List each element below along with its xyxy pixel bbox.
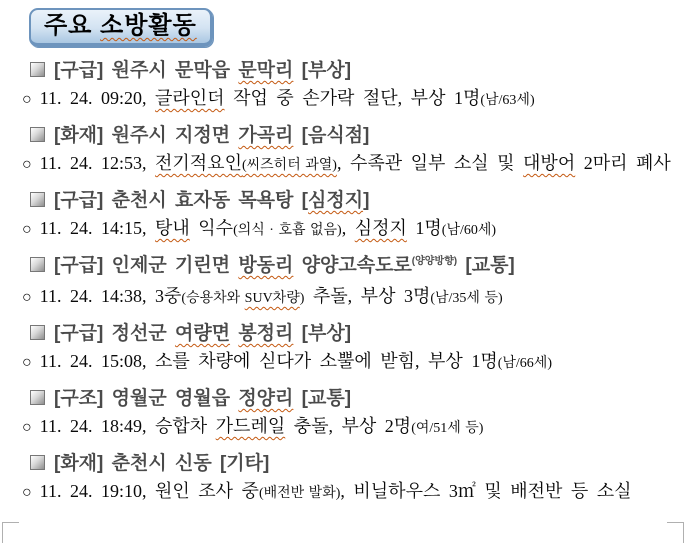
text-segment: 11. 24. 15:08, 소를 차량에 싣다가 소뿔에 받힘, 부상 1명 <box>39 351 498 371</box>
incident-detail-text <box>40 153 671 173</box>
square-bullet-icon <box>30 127 45 142</box>
square-bullet-icon <box>30 62 45 77</box>
text-segment: 2마리 폐사 <box>575 153 671 173</box>
incident-detail-text <box>40 416 484 436</box>
text-segment: (남/60세) <box>441 223 497 238</box>
incident-heading <box>30 189 686 213</box>
text-segment: [구급] 인제군 기린면 <box>54 255 239 276</box>
incident-heading-text <box>54 323 351 344</box>
incident-heading-text <box>54 388 351 409</box>
text-segment: [교통] <box>293 388 352 409</box>
circle-bullet-icon: ○ <box>22 484 32 501</box>
text-segment: 가드레일 <box>215 416 286 436</box>
text-segment: , 수족관 일부 소실 및 <box>336 153 524 173</box>
circle-bullet-icon: ○ <box>22 289 32 306</box>
text-segment: 1명 <box>406 218 442 238</box>
text-segment: 심정지 <box>308 190 364 211</box>
text-segment: (여/51세 등) <box>411 421 484 436</box>
text-segment: (승용차와 <box>181 291 245 306</box>
text-segment: 양양고속도로 <box>293 255 412 276</box>
text-segment: 글라인더 <box>155 88 225 108</box>
text-segment: [화재] 원주시 지정면 <box>54 125 239 146</box>
text-segment: [음식점] <box>293 125 370 146</box>
text-segment: [구급] 정선군 <box>54 323 175 344</box>
text-segment: 방동리 <box>238 255 294 276</box>
incident-heading-text <box>54 255 515 276</box>
text-segment: (양양방향) <box>411 256 458 267</box>
square-bullet-icon <box>30 390 45 405</box>
circle-bullet-icon: ○ <box>22 221 32 238</box>
square-bullet-icon <box>30 257 45 272</box>
text-segment: SUV차량 <box>244 291 300 306</box>
text-segment: 여량면 <box>174 323 231 344</box>
text-segment: (씨즈히터 과열) <box>241 158 337 173</box>
text-segment: 정양리 <box>238 388 294 409</box>
text-segment: 탕내 <box>155 218 190 238</box>
incident-heading <box>30 387 686 411</box>
text-segment: (의식 · 호흡 없음) <box>233 223 342 238</box>
text-segment: ) <box>299 291 305 306</box>
circle-bullet-icon: ○ <box>22 91 32 108</box>
page-title-text <box>44 12 197 39</box>
text-segment: 11. 24. 14:15, <box>39 218 156 238</box>
incident-detail-text <box>40 481 632 501</box>
text-segment: 충돌, 부상 2명 <box>285 416 412 436</box>
text-segment: 11. 24. 19:10, 원인 조사 중 <box>39 481 259 501</box>
square-bullet-icon <box>30 192 45 207</box>
circle-bullet-icon: ○ <box>22 354 32 371</box>
incident-detail-text <box>40 286 503 306</box>
text-segment: (남/66세) <box>497 356 552 371</box>
text-segment: [화재] 춘천시 신동 [기타] <box>54 453 270 474</box>
incident-detail <box>22 217 686 242</box>
incident-detail-text <box>40 218 496 238</box>
incident-heading <box>30 59 686 83</box>
incident-heading-text <box>54 60 351 81</box>
page-title <box>29 8 213 47</box>
text-segment: (남/63세) <box>480 93 535 108</box>
incident-heading-text <box>54 190 369 211</box>
incident-detail-text <box>40 88 535 108</box>
incident-heading <box>30 322 686 346</box>
circle-bullet-icon: ○ <box>22 156 32 173</box>
text-segment: 소방활동 <box>100 12 197 39</box>
square-bullet-icon <box>30 325 45 340</box>
incident-heading <box>30 452 686 476</box>
incident-heading-text <box>54 453 269 474</box>
text-segment: 문막리 <box>238 60 294 81</box>
text-segment: 봉정리 <box>238 323 294 344</box>
incident-detail <box>22 415 686 440</box>
incident-detail-text <box>40 351 552 371</box>
incident-detail <box>22 480 686 505</box>
text-segment: 11. 24. 14:38, 3중 <box>39 286 182 306</box>
text-segment: 11. 24. 09:20, <box>39 88 156 108</box>
text-segment: ] <box>363 190 370 211</box>
incident-detail <box>22 152 686 177</box>
incident-list <box>0 59 686 505</box>
text-segment: 11. 24. 12:53, <box>39 153 156 173</box>
incident-detail <box>22 350 686 375</box>
text-segment: 추돌, 부상 3명 <box>304 286 431 306</box>
text-segment: [부상] <box>293 60 352 81</box>
text-segment: [교통] <box>457 255 515 276</box>
incident-detail <box>22 87 686 112</box>
text-segment: 주요 <box>44 12 101 39</box>
text-segment: (남/35세 등) <box>430 291 503 306</box>
page-margin-corner-right-icon <box>667 522 684 543</box>
circle-bullet-icon: ○ <box>22 419 32 436</box>
text-segment: 가곡리 <box>238 125 294 146</box>
text-segment: 전기적요인 <box>155 153 242 173</box>
incident-heading <box>30 254 686 281</box>
text-segment: , <box>341 218 355 238</box>
text-segment: [구급] 원주시 문막읍 <box>54 60 239 81</box>
text-segment: 심정지 <box>354 218 407 238</box>
incident-heading <box>30 124 686 148</box>
text-segment: 11. 24. 18:49, 승합차 <box>39 416 216 436</box>
text-segment: 작업 중 손가락 절단, 부상 1명 <box>224 88 481 108</box>
text-segment: 대방어 <box>523 153 576 173</box>
text-segment: 익수 <box>189 218 234 238</box>
text-segment: [부상] <box>293 323 352 344</box>
incident-heading-text <box>54 125 369 146</box>
text-segment: [구급] 춘천시 효자동 목욕탕 [ <box>54 190 308 211</box>
text-segment: [구조] 영월군 영월읍 <box>54 388 239 409</box>
page-margin-corner-left-icon <box>2 522 19 543</box>
square-bullet-icon <box>30 455 45 470</box>
text-segment: (배전반 발화) <box>258 486 341 501</box>
incident-detail <box>22 285 686 310</box>
text-segment: , 비닐하우스 3㎡ 및 배전반 등 소실 <box>340 481 632 501</box>
